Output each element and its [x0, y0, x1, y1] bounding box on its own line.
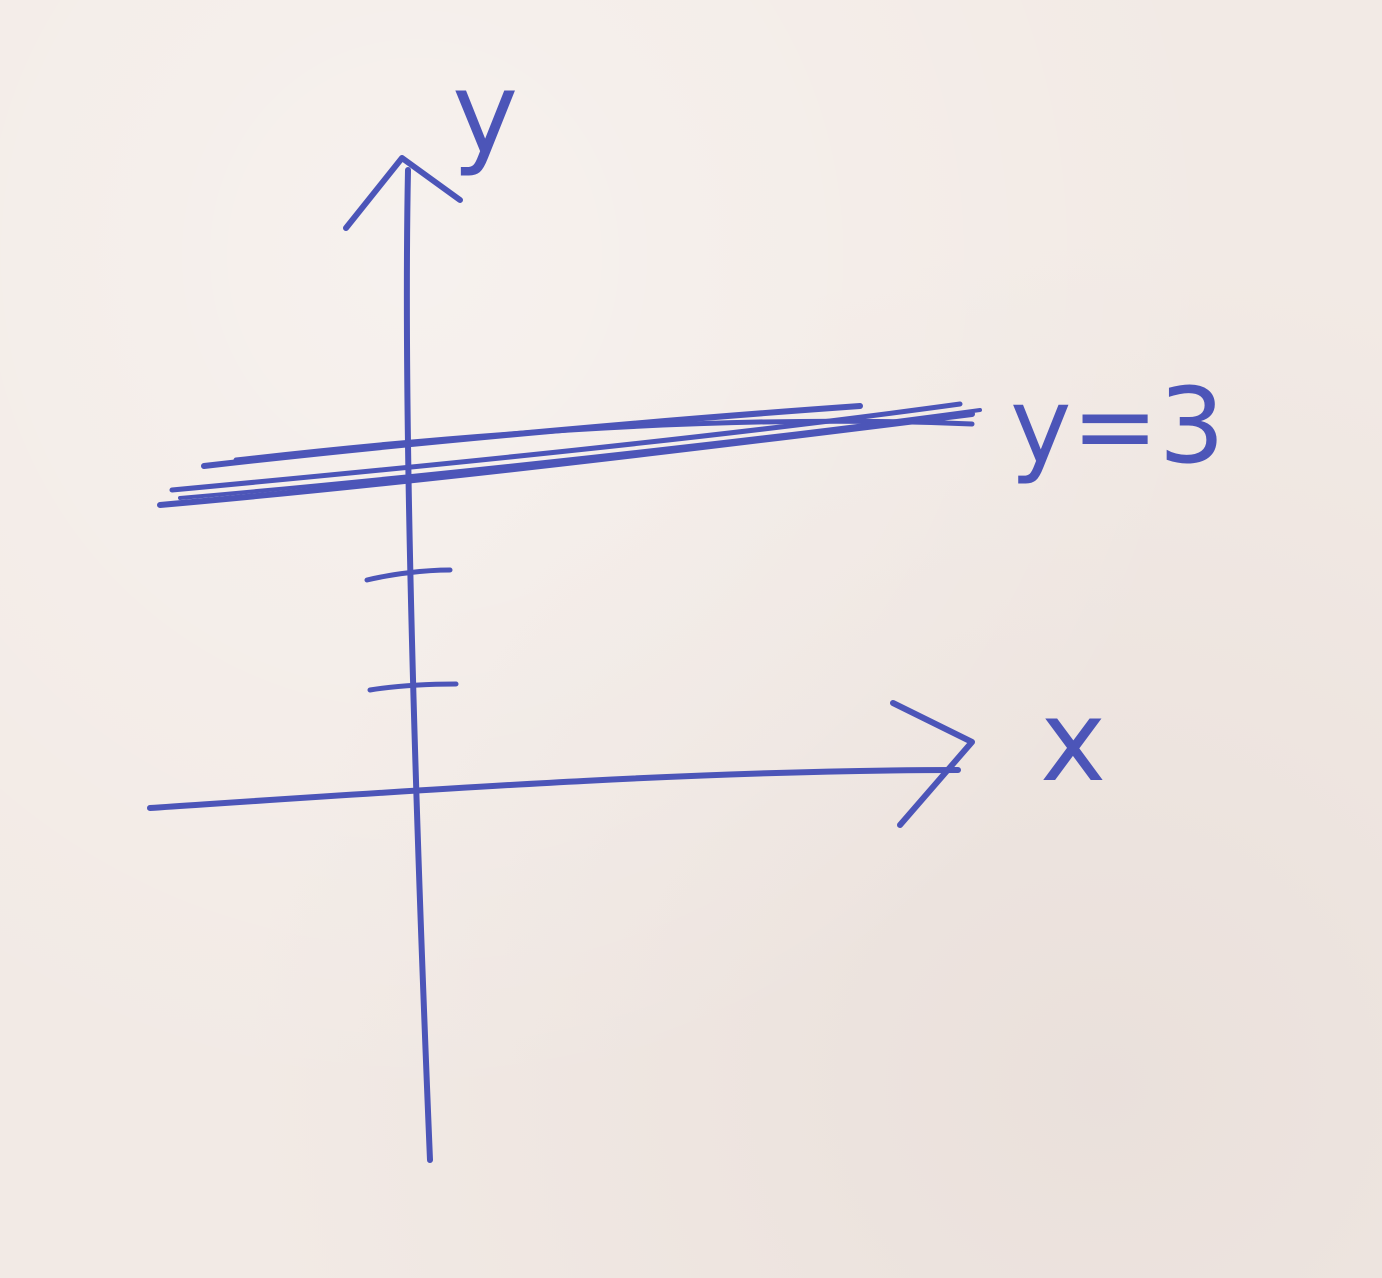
y-axis-label: y — [452, 49, 519, 179]
x-axis-arrowhead — [893, 703, 972, 825]
series-label-y-equals-3: y=3 — [1010, 365, 1225, 487]
x-axis — [150, 770, 958, 808]
scribble-stroke-3 — [172, 404, 960, 490]
x-axis-label: x — [1040, 677, 1107, 807]
series-line-y-equals-3 — [160, 404, 980, 505]
y-axis-arrowhead — [346, 158, 460, 228]
y-axis — [407, 170, 430, 1160]
